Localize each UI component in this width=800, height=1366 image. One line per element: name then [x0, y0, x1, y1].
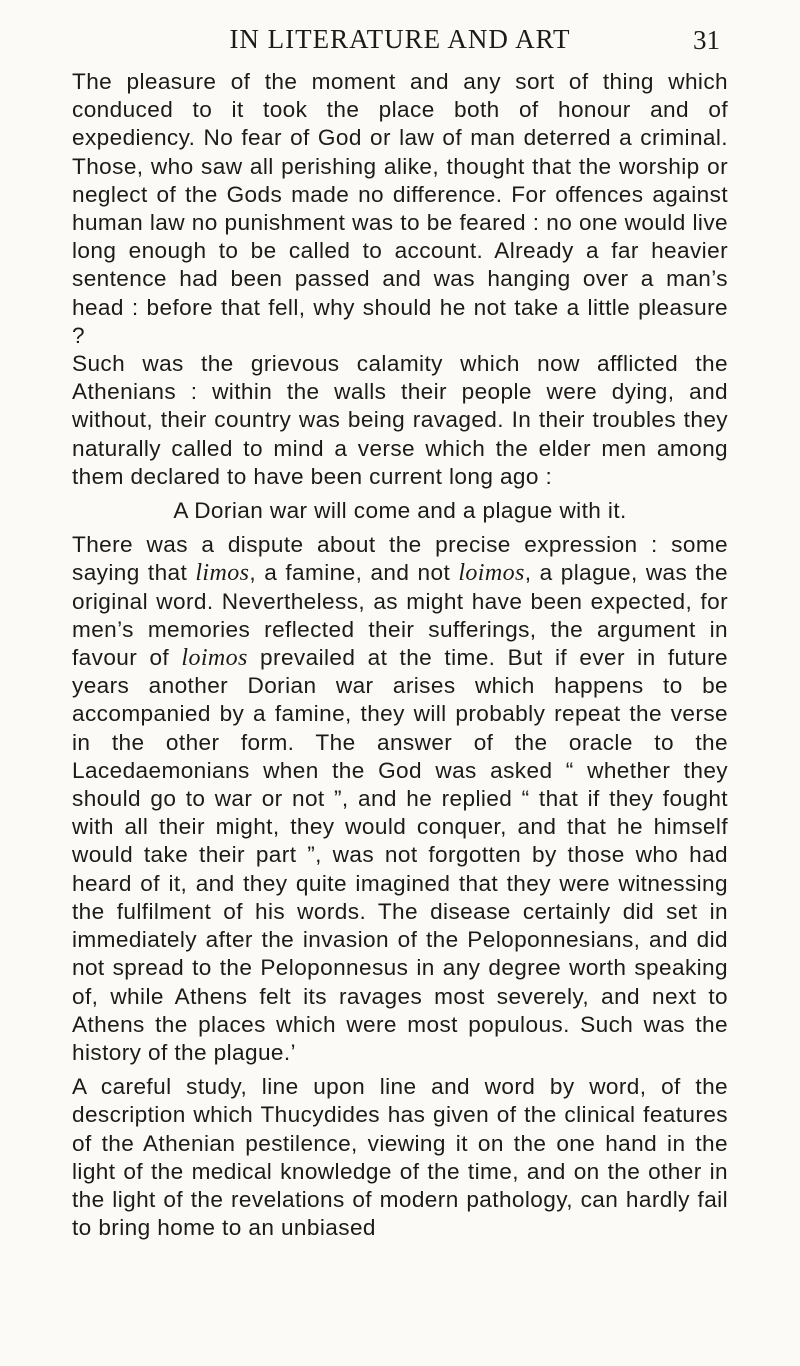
paragraph-3-part-d: prevailed at the time. But if ever in future years another Dorian war arises which happens to be accompanied by a famine, they will probably repeat the verse in the other form. The answer of the oracle to the Lacedaemonians when the God was asked “ whether they should go to war or not ”, and he replied “ that if they fought with all their might, they would conquer, and that he himself would take their part ”, was not forgotten by those who had heard of it, and they quite imagined that they were witnessing the fulfilment of his words. The disease certainly did set in immediately after the invasion of the Peloponnesians, and did not spread to the Peloponnesus in any degree worth speaking of, while Athens felt its ravages most severely, and next to Athens the places which were most populous. Such was the history of the plague.’: [72, 645, 728, 1065]
running-title: IN LITERATURE AND ART: [229, 24, 571, 54]
paragraph-4: A careful study, line upon line and word by word, of the description which Thucydides has given of the clinical features of the Athenian pestilence, viewing it on the one hand in the light of the medical knowledge of the time, and on the other in the light of the revelations of modern pathology, can hardly fail to bring home to an unbiased: [72, 1074, 728, 1241]
word-loimos-second: loimos: [181, 645, 248, 672]
book-page: [72, 24, 728, 1242]
word-limos: limos: [195, 560, 250, 587]
paragraph-3: [72, 531, 728, 1067]
paragraph-3-part-b: , a famine, and not: [249, 560, 459, 586]
paragraph-2: Such was the grievous calamity which now afflicted the Athenians : within the walls their people were dying, and without, their country was being ravaged. In their troubles they naturally called to mind a verse which the elder men among them declared to have been current long ago :: [72, 351, 728, 489]
paragraph-3-part-a: There was a dispute about the precise expression : some saying that: [72, 532, 728, 586]
body-text: [72, 68, 728, 1242]
word-loimos: loimos: [458, 560, 525, 587]
paragraph-3-part-c: , a plague, was the original word. Nevertheless, as might have been expected, for men’s memories reflected their sufferings, the argument in favour of: [72, 560, 728, 671]
paragraph-1: The pleasure of the moment and any sort of thing which conduced to it took the place both of honour and of expediency. No fear of God or law of man deterred a criminal. Those, who saw all perishing alike, thought that the worship or neglect of the Gods made no difference. For offences against human law no punishment was to be feared : no one would live long enough to be called to account. Already a far heavier sentence had been passed and was hanging over a man’s head : before that fell, why should he not take a little pleasure ?: [72, 69, 728, 348]
page-number: 31: [693, 25, 720, 55]
verse-quote: A Dorian war will come and a plague with it.: [173, 498, 627, 524]
running-header: [72, 24, 728, 64]
